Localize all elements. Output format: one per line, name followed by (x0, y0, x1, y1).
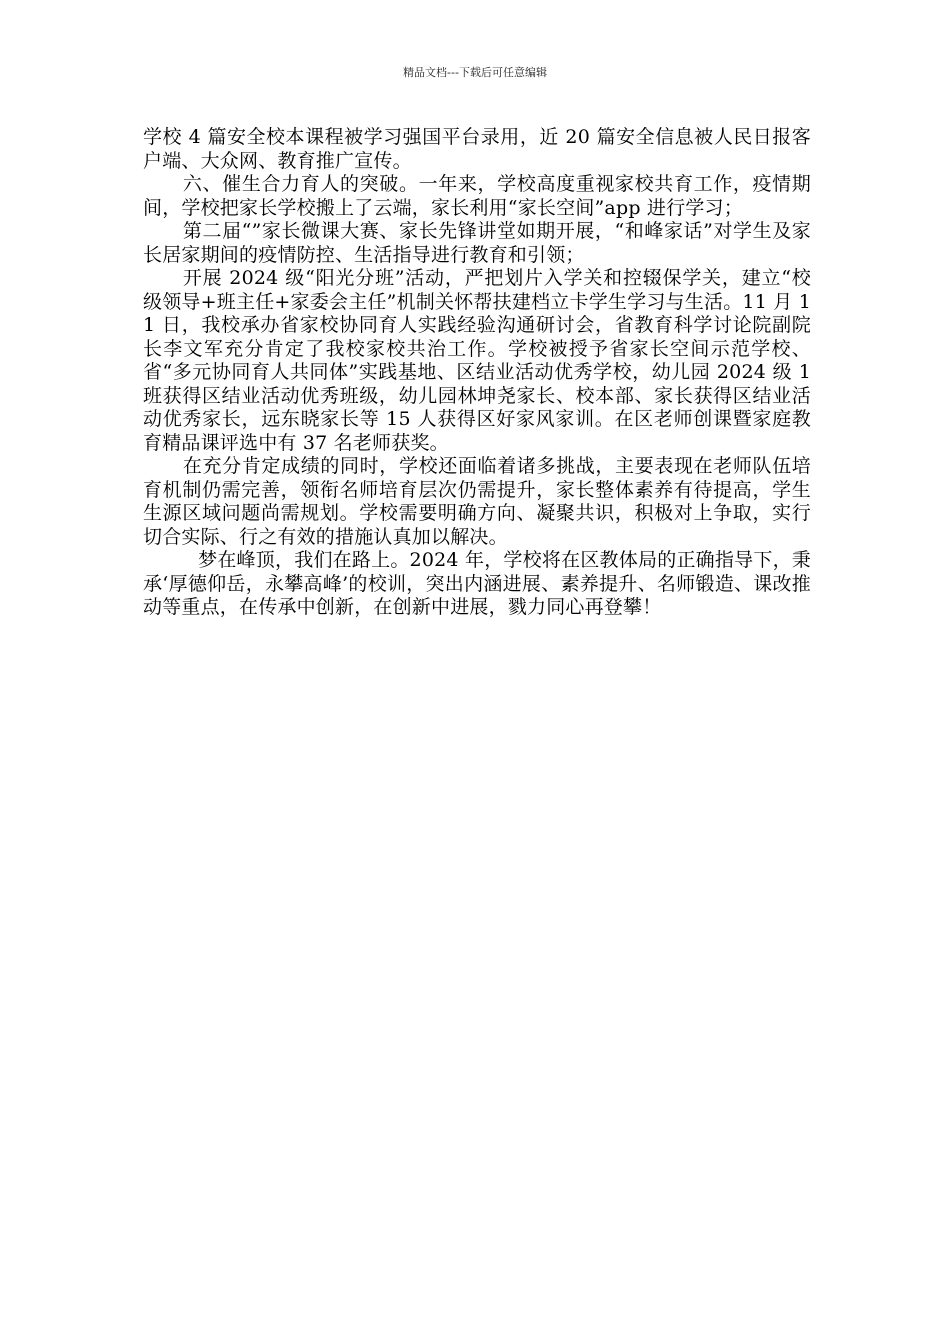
paragraph-outlook: 梦在峰顶，我们在路上。2024 年，学校将在区教体局的正确指导下，秉承‘厚德仰岳，永攀高峰’的校训，突出内涵进展、素养提升、名师锻造、课改推动等重点，在传承中创新，在创新中进展，戮力同心再登攀！ (143, 549, 811, 618)
paragraph-home-school-breakthrough: 六、催生合力育人的突破。一年来，学校高度重视家校共育工作，疫情期间，学校把家长学校搬上了云端，家长利用“家长空间”app 进行学习； (143, 173, 811, 219)
page-header: 精品文档---下载后可任意编辑 (403, 66, 547, 79)
document-body (143, 126, 811, 620)
paragraph-sunshine-grouping: 开展 2024 级“阳光分班”活动，严把划片入学关和控辍保学关，建立“校级领导+班主任+家委会主任”机制关怀帮扶建档立卡学生学习与生活。11 月 11 日，我校承办省家校协同育人实践经验沟通研讨会，省教育科学讨论院副院长李文军充分肯定了我校家校共治工作。学校被授予省家长空间示范学校、省“多元协同育人共同体”实践基地、区结业活动优秀学校，幼儿园 2024 级 1 班获得区结业活动优秀班级，幼儿园林坤尧家长、校本部、家长获得区结业活动优秀家长，远东晓家长等 15 人获得区好家风家训。在区老师创课暨家庭教育精品课评选中有 37 名老师获奖。 (143, 267, 811, 454)
paragraph-challenges: 在充分肯定成绩的同时，学校还面临着诸多挑战，主要表现在老师队伍培育机制仍需完善，领衔名师培育层次仍需提升，家长整体素养有待提高，学生生源区域问题尚需规划。学校需要明确方向、凝聚共识，积极对上争取，实行切合实际、行之有效的措施认真加以解决。 (143, 455, 811, 548)
paragraph-safety-courses: 学校 4 篇安全校本课程被学习强国平台录用，近 20 篇安全信息被人民日报客户端、大众网、教育推广宣传。 (143, 126, 811, 172)
paragraph-parent-contest: 第二届“”家长微课大赛、家长先锋讲堂如期开展，“和峰家话”对学生及家长居家期间的疫情防控、生活指导进行教育和引领； (143, 220, 811, 266)
